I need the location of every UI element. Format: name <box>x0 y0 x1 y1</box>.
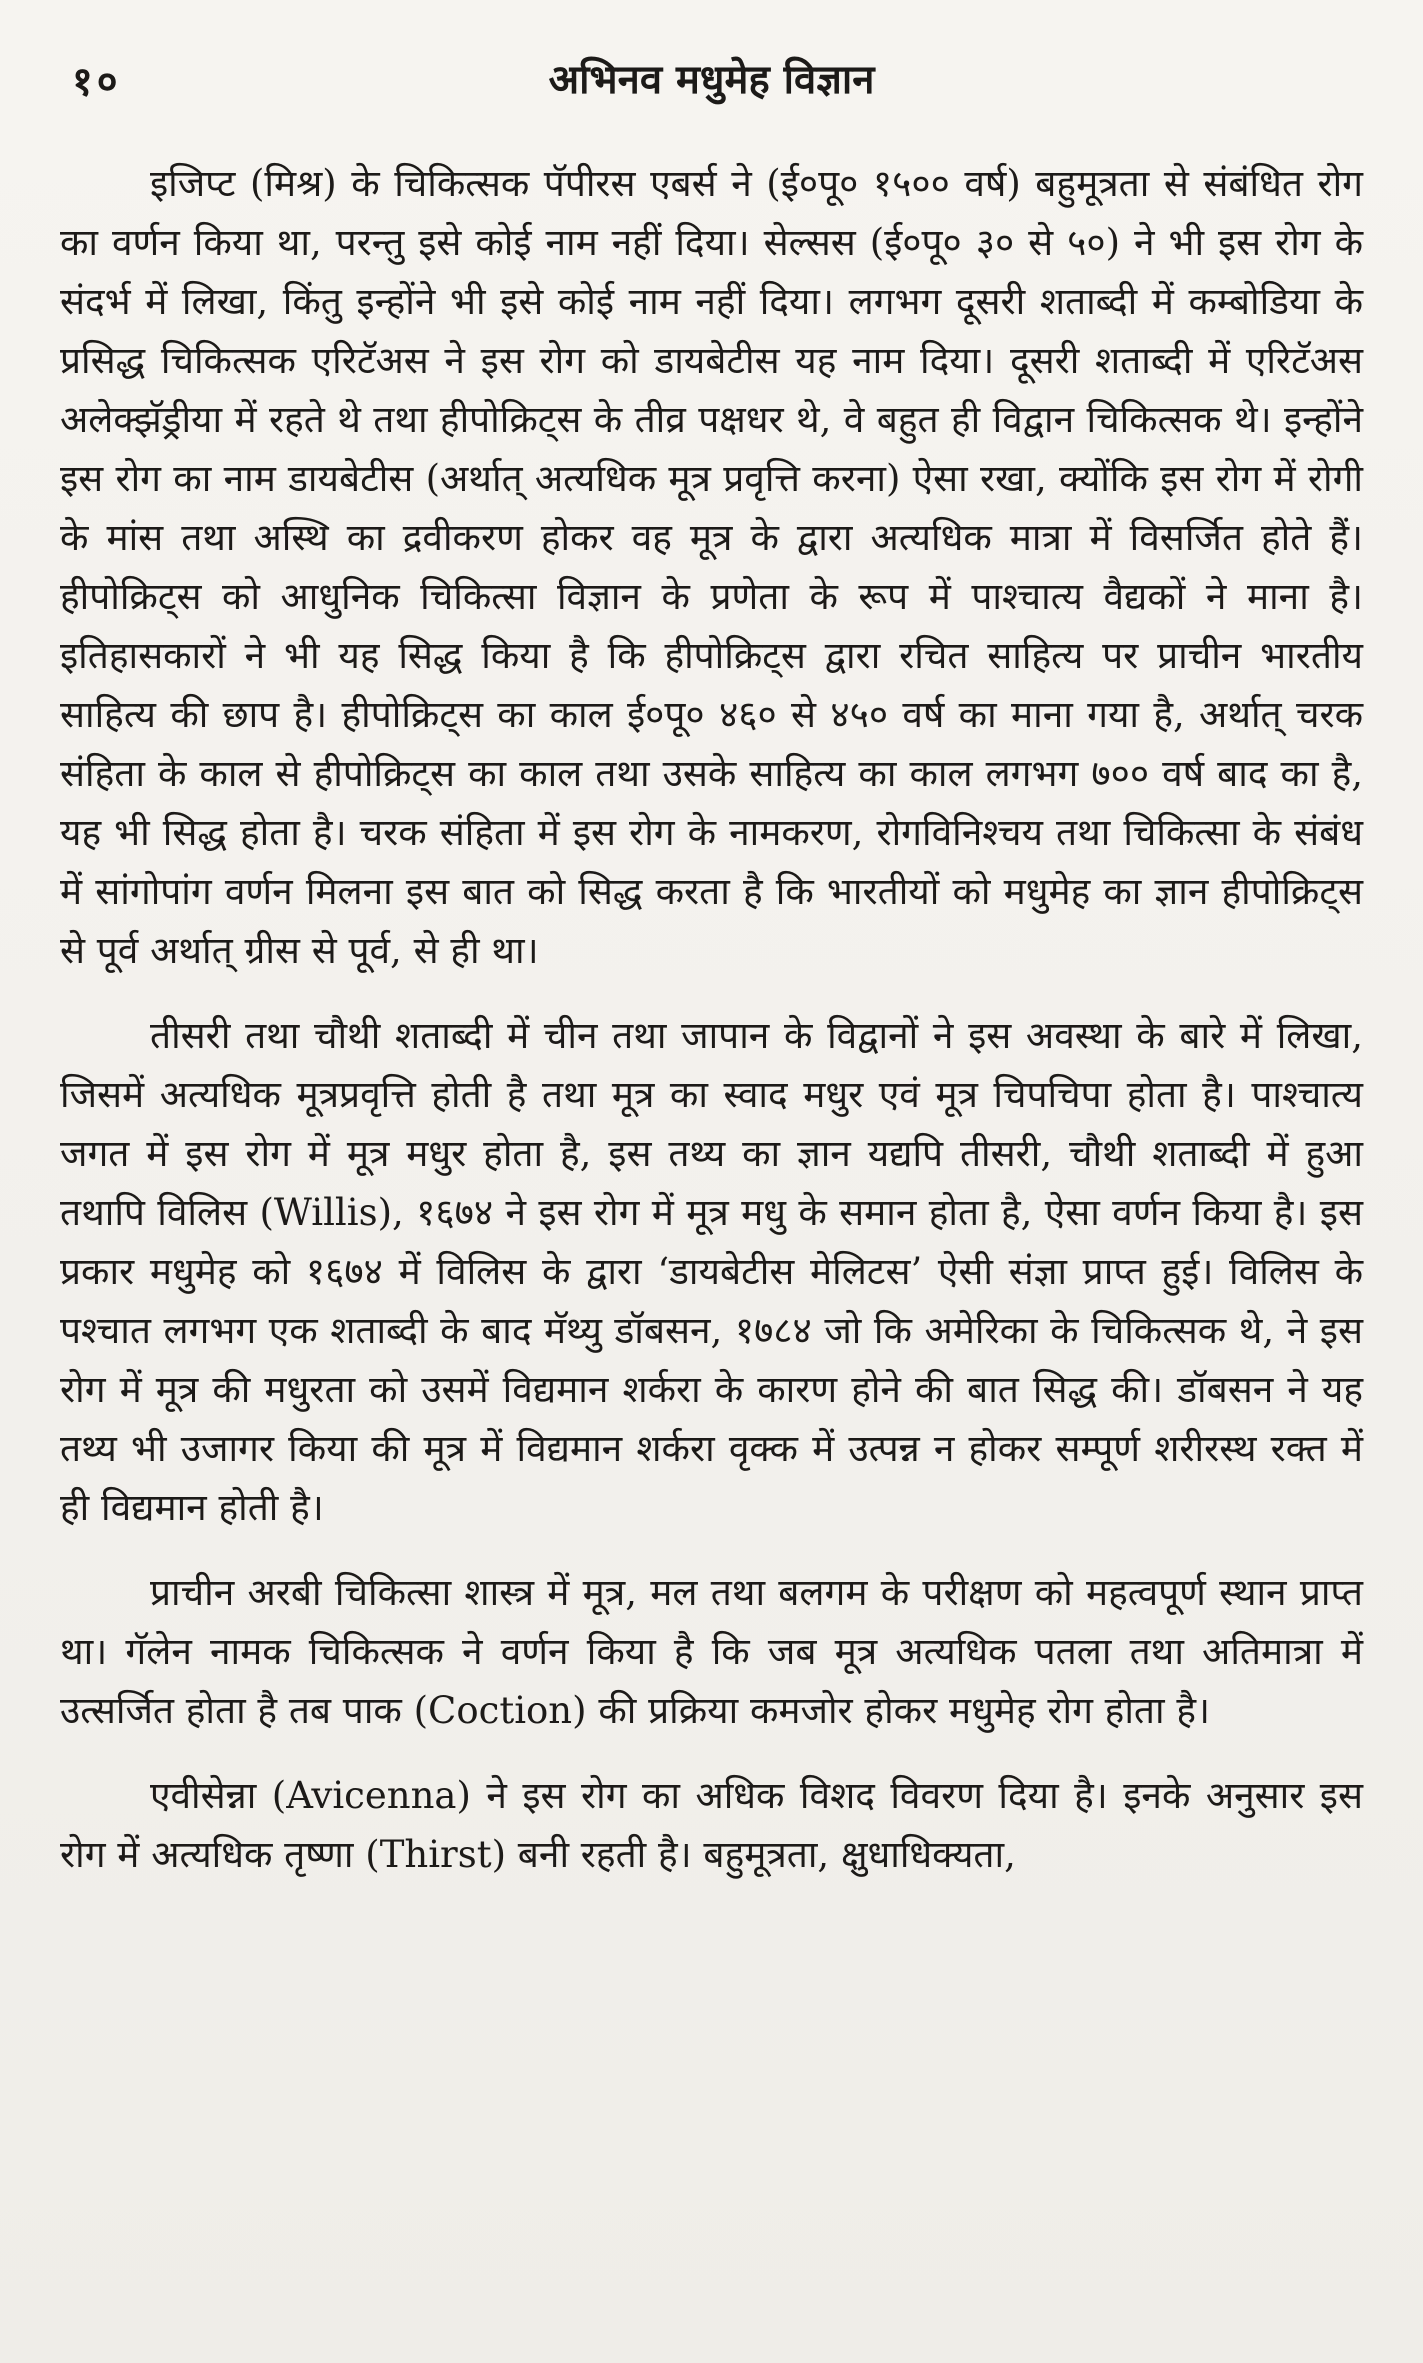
running-title: अभिनव मधुमेह विज्ञान <box>548 56 875 103</box>
paragraph-2: तीसरी तथा चौथी शताब्दी में चीन तथा जापान के विद्वानों ने इस अवस्था के बारे में लिखा, जिसमें अत्यधिक मूत्रप्रवृत्ति होती है तथा मूत्र का स्वाद मधुर एवं मूत्र चिपचिपा होता है। पाश्चात्य जगत में इस रोग में मूत्र मधुर होता है, इस तथ्य का ज्ञान यद्यपि तीसरी, चौथी शताब्दी में हुआ तथापि विलिस (Willis), १६७४ ने इस रोग में मूत्र मधु के समान होता है, ऐसा वर्णन किया है। इस प्रकार मधुमेह को १६७४ में विलिस के द्वारा ‘डायबेटीस मेलिटस’ ऐसी संज्ञा प्राप्त हुई। विलिस के पश्चात लगभग एक शताब्दी के बाद मॅथ्यु डॉबसन, १७८४ जो कि अमेरिका के चिकित्सक थे, ने इस रोग में मूत्र की मधुरता को उसमें विद्यमान शर्करा के कारण होने की बात सिद्ध की। डॉबसन ने यह तथ्य भी उजागर किया की मूत्र में विद्यमान शर्करा वृक्क में उत्पन्न न होकर सम्पूर्ण शरीरस्थ रक्त में ही विद्यमान होती है। <box>60 1014 1363 1529</box>
paragraph-1: इजिप्ट (मिश्र) के चिकित्सक पॅपीरस एबर्स ने (ई०पू० १५०० वर्ष) बहुमूत्रता से संबंधित रोग का वर्णन किया था, परन्तु इसे कोई नाम नहीं दिया। सेल्सस (ई०पू० ३० से ५०) ने भी इस रोग के संदर्भ में लिखा, किंतु इन्होंने भी इसे कोई नाम नहीं दिया। लगभग दूसरी शताब्दी में कम्बोडिया के प्रसिद्ध चिकित्सक एरिटॅअस ने इस रोग को डायबेटीस यह नाम दिया। दूसरी शताब्दी में एरिटॅअस अलेक्झॅड्रीया में रहते थे तथा हीपोक्रिट्स के तीव्र पक्षधर थे, वे बहुत ही विद्वान चिकित्सक थे। इन्होंने इस रोग का नाम डायबेटीस (अर्थात् अत्यधिक मूत्र प्रवृत्ति करना) ऐसा रखा, क्योंकि इस रोग में रोगी के मांस तथा अस्थि का द्रवीकरण होकर वह मूत्र के द्वारा अत्यधिक मात्रा में विसर्जित होते हैं। हीपोक्रिट्स को आधुनिक चिकित्सा विज्ञान के प्रणेता के रूप में पाश्चात्य वैद्यकों ने माना है। इतिहासकारों ने भी यह सिद्ध किया है कि हीपोक्रिट्स द्वारा रचित साहित्य पर प्राचीन भारतीय साहित्य की छाप है। हीपोक्रिट्स का काल ई०पू० ४६० से ४५० वर्ष का माना गया है, अर्थात् चरक संहिता के काल से हीपोक्रिट्स का काल तथा उसके साहित्य का काल लगभग ७०० वर्ष बाद का है, यह भी सिद्ध होता है। चरक संहिता में इस रोग के नामकरण, रोगविनिश्चय तथा चिकित्सा के संबंध में सांगोपांग वर्णन मिलना इस बात को सिद्ध करता है कि भारतीयों को मधुमेह का ज्ञान हीपोक्रिट्स से पूर्व अर्थात् ग्रीस से पूर्व, से ही था। <box>60 162 1363 972</box>
page-header <box>60 48 1363 108</box>
paragraph-3: प्राचीन अरबी चिकित्सा शास्त्र में मूत्र, मल तथा बलगम के परीक्षण को महत्वपूर्ण स्थान प्राप्त था। गॅलेन नामक चिकित्सक ने वर्णन किया है कि जब मूत्र अत्यधिक पतला तथा अतिमात्रा में उत्सर्जित होता है तब पाक (Coction) की प्रक्रिया कमजोर होकर मधुमेह रोग होता है। <box>60 1571 1363 1732</box>
paragraph-4: एवीसेन्ना (Avicenna) ने इस रोग का अधिक विशद विवरण दिया है। इनके अनुसार इस रोग में अत्यधिक तृष्णा (Thirst) बनी रहती है। बहुमूत्रता, क्षुधाधिक्यता, <box>60 1774 1363 1876</box>
page-number: १० <box>72 58 122 105</box>
body-text <box>60 154 1363 1884</box>
